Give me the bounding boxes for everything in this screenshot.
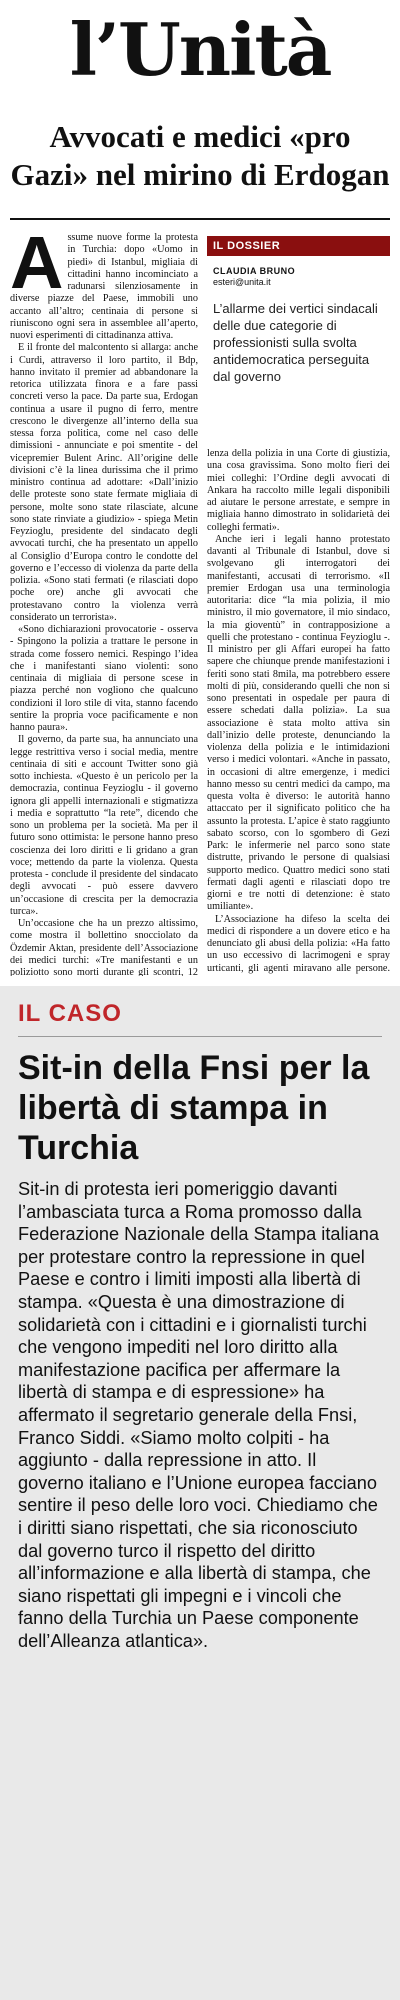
- headline-divider: [10, 218, 390, 220]
- author-name: CLAUDIA BRUNO: [213, 266, 296, 276]
- article-paragraph: L’Associazione ha difeso la scelta dei medici di rispondere a un dovere etico e ha denunciato gli abusi della polizia: «Ha fatto un uso eccessivo di lacrimogeni e spray urticanti, gli agenti miravano alle persone.: [207, 913, 390, 974]
- il-caso-title: Sit-in della Fnsi per la libertà di stampa in Turchia: [18, 1049, 370, 1167]
- article-standfirst: L’allarme dei vertici sindacali delle due categorie di professionisti sulla svolta antidemocratica perseguita dal governo: [213, 301, 378, 384]
- il-caso-body: Sit-in di protesta ieri pomeriggio davanti l’ambasciata turca a Roma promosso dalla Federazione Nazionale della Stampa italiana per protestare contro la repressione in quel Paese e contro i limiti imposti alla libertà di stampa. «Questa è una dimostrazione di solidarietà con i cittadini e i giornalisti turchi che vengono impediti nel loro diritto alla manifestazione pacifica per affermare la libertà di stampa e di espressione» ha affermato il segretario generale della Fnsi, Franco Siddi. «Siamo molto colpiti - ha aggiunto - dalla repressione in atto. Il governo italiano e l’Unione europea facciano sentire il peso delle loro voci. Chiediamo che i diritti siano rispettati, che sia riconosciuto dal governo turco il rispetto del diritto all’informazione e alla libertà di stampa, che siano rispettati gli impegni e i vincoli che fanno della Turchia un Paese componente dell’Alleanza atlantica».: [18, 1179, 379, 1651]
- byline: [213, 266, 383, 288]
- article-paragraph: Anche ieri i legali hanno protestato davanti al Tribunale di Istanbul, dove si svolgevano gli interrogatori dei manifestanti, accusati di terrorismo. «Il premier Erdogan usa una terminologia autoritaria: dice “la mia polizia, il mio ministro, il mio governatore, il mio sindaco, la mia gioventù” in contrapposizione a quelli che protestano - continua Feyzioglu -. Il ministro per gli Affari europei ha fatto sapere che chiunque prende manifestazioni i feriti sono stati 8mila, ma potrebbero essere molti di più, considerando quelli che non si sono presentati in ospedale per paura di essere schedati dalla polizia». La sua associazione è stata molto attiva sin dall’inizio delle proteste, denunciando la violenza della polizia e le intimidazioni verso i medici volontari. «Anche in passato, in occasioni di altre emergenze, i medici hanno messo su centri medici da campo, ma questa volta è diverso: le autorità hanno attaccato per il significato politico che ha assunto la protesta. L’apice è stato raggiunto sabato scorso, con lo sgombero di Gezi Park: le infermerie nel parco sono state distrutte, privando le persone di qualsiasi supporto medico. Quattro medici sono stati fermati dagli agenti e rilasciati dopo tre giorni e tre notti di detenzione: è stato umiliante».: [207, 533, 390, 913]
- article-paragraph: lenza della polizia in una Corte di giustizia, una cosa gravissima. Sono molto fieri dei miei colleghi: l’Ordine degli avvocati di Ankara ha raccolto mille legali disponibili ad aiutare le persone arrestate, e sempre in migliaia hanno dimostrato in solidarietà dei colleghi fermati».: [207, 448, 390, 533]
- dossier-section-tag: IL DOSSIER: [207, 236, 390, 256]
- author-email: esteri@unita.it: [213, 277, 271, 287]
- article-paragraph: Un’occasione che ha un prezzo altissimo, come mostra il bollettino snocciolato da Özdemir Aktan, presidente dell’Associazione dei medici turchi: «Tre manifestanti e un poliziotto sono morti durante gli scontri, 12: [10, 918, 198, 976]
- il-caso-tag: IL CASO: [18, 1000, 122, 1027]
- article-paragraph: «Sono dichiarazioni provocatorie - osserva - Spingono la polizia a trattare le persone in strada come fossero nemici. Respingo l’idea che i manifestanti siano violenti: sono centinaia di migliaia di persone scese in piazza perché non vogliono che qualcuno condizioni il loro stile di vita, stanno facendo sentire la propria voce pacificamente e non hanno paura».: [10, 624, 198, 733]
- article-column-2: [207, 448, 390, 976]
- article-paragraph: E il fronte del malcontento si allarga: anche i Curdi, attraverso il loro partito, il Bdp, hanno invitato il premier ad abbandonare la retorica utilizzata finora e a fare passi concreti verso la pace. Da parte sua, Erdogan continua a usare il pugno di ferro, mentre crescono le divergenze all’interno della sua stessa forza politica, come nel caso delle dimissioni - annunciate e poi smentite - del vicepremier Bulent Arinc. All’origine delle divisioni c’è la linea durissima che il primo ministro continua ad adottare: «Dall’inizio delle proteste sono state fermate migliaia di persone, molte sono state rilasciate, alcune sono state rinviate a giudizio» - spiega Metin Feyzioglu, presidente del sindacato degli avvocati turchi, che ha presentato un appello al Consiglio d’Europa contro le condotte del governo e l’eccesso di violenza da parte della polizia. «Sono stati fermati (e rilasciati dopo poche ore) anche gli avvocati che protestavano contro la violenza verrà considerato un terrorista».: [10, 342, 198, 623]
- article-paragraph: Il governo, da parte sua, ha annunciato una legge restrittiva verso i social media, mentre centinaia di siti e account Twitter sono già sotto inchiesta. «Questo è un pericolo per la democrazia, continua Feyzioglu - il governo ignora gli appelli internazionali e stigmatizza i media e soprattutto “la rete”, dicendo che sono un problema per la società. Ma per il futuro sono ottimista: le persone hanno preso coscienza dei loro diritti e li gridano a gran voce; mettendo da parte la violenza. Questa protesta - conclude il presidente del sindacato degli avvocati - può essere davvero un’occasione di crescita per la democrazia turca».: [10, 734, 198, 917]
- il-caso-divider: [18, 1036, 382, 1037]
- article-paragraph: ssume nuove forme la protesta in Turchia: dopo «Uomo in piedi» di Istanbul, migliaia di cittadini hanno incominciato a radunarsi silenziosamente in diverse piazze del Paese, immobili uno accanto all’altro; centinaia di persone si riuniscono ogni sera in assemblee all’aperto, nuovi esperimenti di cittadinanza attiva.: [10, 232, 198, 341]
- article-headline: Avvocati e medici «pro Gazi» nel mirino di Erdogan: [10, 119, 390, 192]
- article-column-1: [10, 232, 198, 976]
- newspaper-masthead: l’Unità: [69, 7, 331, 92]
- drop-cap: A: [10, 232, 64, 304]
